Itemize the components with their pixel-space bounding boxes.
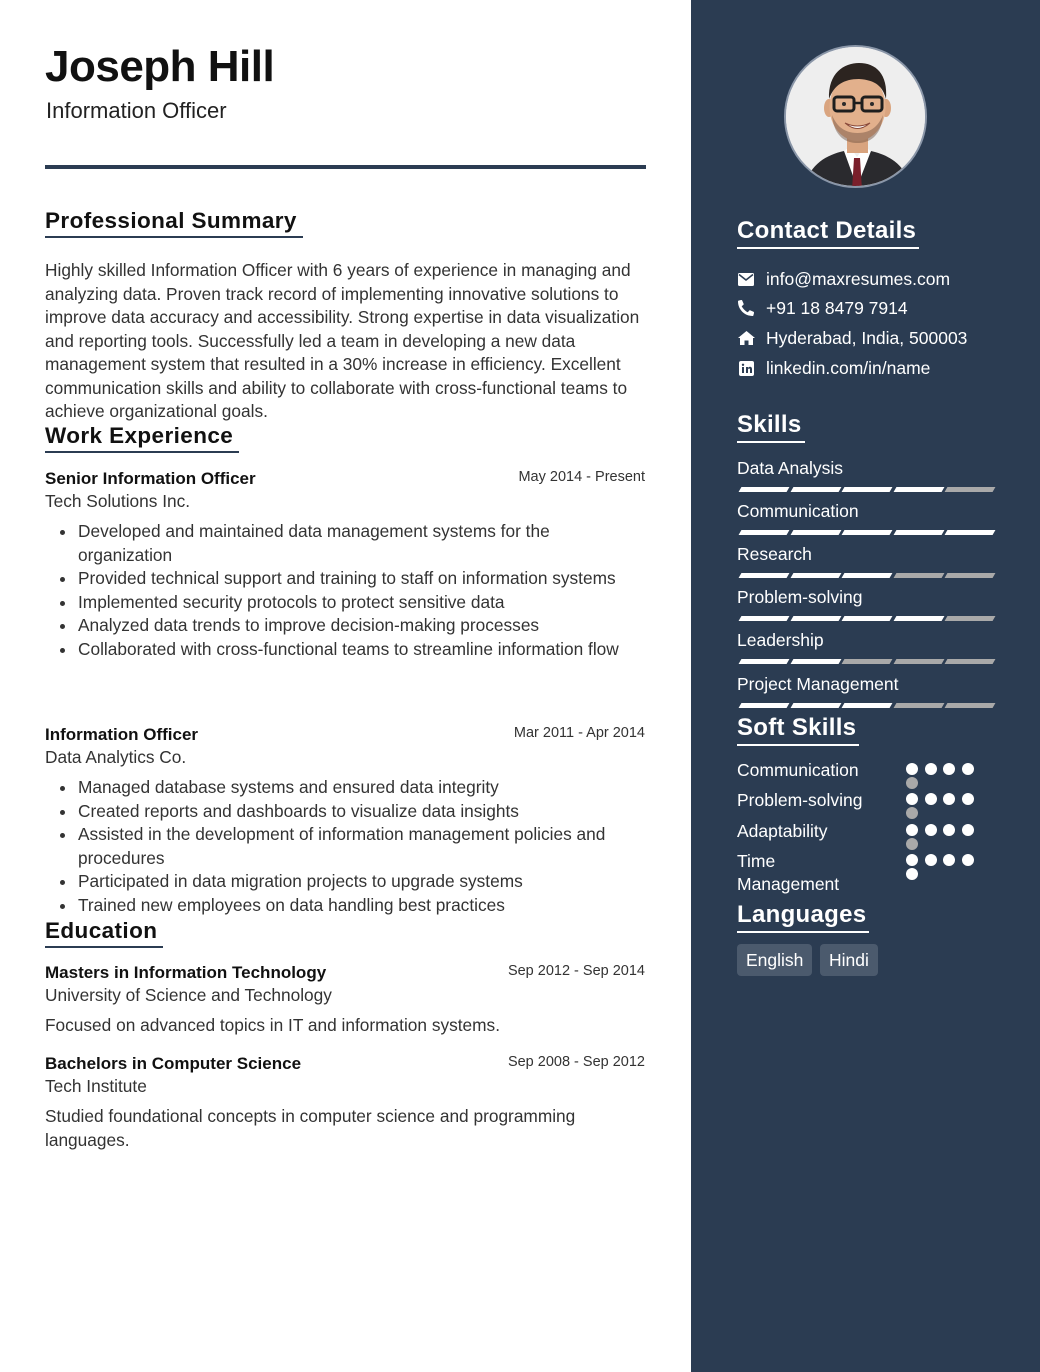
soft-skill-dot-filled: [962, 824, 974, 836]
skill-bar-filled: [945, 530, 996, 535]
skill-bar-filled: [790, 573, 841, 578]
job-dates: May 2014 - Present: [518, 469, 645, 485]
job-bullet: Analyzed data trends to improve decision-making processes: [45, 614, 645, 638]
skill-bar-filled: [842, 616, 893, 621]
school: University of Science and Technology: [45, 985, 332, 1005]
home-icon: [737, 329, 755, 347]
skill-bar-filled: [739, 487, 790, 492]
job-bullet: Assisted in the development of information management policies and procedures: [45, 823, 645, 870]
skill-bar-empty: [945, 573, 996, 578]
soft-skill-name: Problem-solving: [737, 790, 863, 810]
soft-skill-dot-filled: [925, 763, 937, 775]
skill-bar-empty: [945, 487, 996, 492]
skill-level-bar: [737, 530, 997, 536]
soft-skill-name: Communication: [737, 760, 859, 780]
job-bullet: Created reports and dashboards to visualize data insights: [45, 800, 645, 824]
contact-linkedin[interactable]: [737, 356, 930, 380]
skill-name: Data Analysis: [737, 458, 844, 478]
soft-skill-name: Adaptability: [737, 821, 828, 841]
education-entry: [45, 1054, 645, 1152]
education-dates: Sep 2012 - Sep 2014: [507, 963, 645, 979]
soft-skill-dot-filled: [962, 763, 974, 775]
phone-icon: [737, 299, 755, 317]
job-company: Tech Solutions Inc.: [45, 491, 191, 511]
language-chip: Hindi: [820, 944, 878, 976]
soft-skill-dot-filled: [925, 793, 937, 805]
skill-name: Project Management: [737, 674, 899, 694]
soft-skill-dot-filled: [906, 824, 918, 836]
skill-bar-filled: [893, 530, 944, 535]
skill-bar-empty: [945, 659, 996, 664]
skill-bar-filled: [790, 616, 841, 621]
education-dates: Sep 2008 - Sep 2012: [507, 1054, 645, 1070]
education-heading: Education: [45, 918, 163, 948]
skill-level-bar: [737, 703, 997, 709]
soft-skills-heading: Soft Skills: [737, 714, 859, 746]
job-bullet: Provided technical support and training to staff on information systems: [45, 567, 645, 591]
degree: Bachelors in Computer Science: [45, 1054, 302, 1073]
education-description: Focused on advanced topics in IT and information systems.: [45, 1015, 500, 1035]
skill-level-bar: [737, 616, 997, 622]
skill-bar-filled: [739, 703, 790, 708]
contact-address: [737, 326, 967, 350]
contact-email[interactable]: [737, 267, 950, 291]
soft-skill-dot-filled: [906, 763, 918, 775]
skill-item: [737, 674, 997, 695]
skill-bar-filled: [790, 703, 841, 708]
job-company: Data Analytics Co.: [45, 747, 187, 767]
skill-bar-filled: [842, 573, 893, 578]
skill-bar-filled: [842, 530, 893, 535]
linkedin-icon: [737, 359, 755, 377]
profile-photo-illustration: [786, 47, 927, 188]
language-chip: English: [737, 944, 812, 976]
job-bullet: Implemented security protocols to protect sensitive data: [45, 591, 645, 615]
soft-skill-dot-empty: [906, 838, 918, 850]
skills-heading: Skills: [737, 411, 805, 443]
soft-skill-dot-empty: [906, 807, 918, 819]
soft-skill-dot-filled: [906, 854, 918, 866]
contact-phone-text: +91 18 8479 7914: [766, 297, 908, 318]
sidebar: [691, 0, 1040, 1372]
soft-skill-name: Time Management: [737, 851, 840, 894]
soft-skill-dot-filled: [906, 868, 918, 880]
skill-item: [737, 501, 997, 522]
job-bullets: [45, 776, 645, 917]
job-role: Information Officer: [45, 725, 199, 744]
summary-text: Highly skilled Information Officer with 6 years of experience in managing and analyzing data. Proven track record of implementing innovative solutions to improve data accuracy and accessibility. Strong expertise in data visualization and reporting tools. Successfully led a team in developing a new data management system that resulted in a 30% increase in efficiency. Excellent communication skills and ability to collaborate with cross-functional teams to achieve organizational goals.: [45, 260, 640, 421]
contact-linkedin-text: linkedin.com/in/name: [766, 357, 931, 378]
skill-level-bar: [737, 487, 997, 493]
languages-heading: Languages: [737, 901, 869, 933]
soft-skill-dot-filled: [962, 793, 974, 805]
skill-level-bar: [737, 573, 997, 579]
skill-bar-filled: [842, 703, 893, 708]
skill-bar-filled: [739, 616, 790, 621]
contact-email-text: info@maxresumes.com: [766, 268, 951, 289]
skill-bar-filled: [790, 487, 841, 492]
experience-heading: Work Experience: [45, 423, 239, 453]
job-bullet: Developed and maintained data management systems for the organization: [45, 520, 645, 567]
job-bullet: Managed database systems and ensured data integrity: [45, 776, 645, 800]
soft-skill-dot-empty: [906, 777, 918, 789]
skill-bar-filled: [790, 659, 841, 664]
summary-heading: Professional Summary: [45, 208, 303, 238]
soft-skill-dot-filled: [925, 854, 937, 866]
skill-bar-filled: [790, 530, 841, 535]
soft-skill-dot-filled: [943, 824, 955, 836]
skill-bar-empty: [893, 573, 944, 578]
contact-address-text: Hyderabad, India, 500003: [766, 327, 968, 348]
skill-bar-filled: [842, 487, 893, 492]
header-divider: [45, 165, 646, 169]
job-bullets: [45, 520, 645, 661]
school: Tech Institute: [45, 1076, 147, 1096]
skill-name: Leadership: [737, 630, 824, 650]
job-role: Senior Information Officer: [45, 469, 256, 488]
job-entry: [45, 469, 645, 661]
soft-skill-dot-filled: [962, 854, 974, 866]
skill-bar-empty: [893, 659, 944, 664]
soft-skill-dot-filled: [925, 824, 937, 836]
contact-heading: Contact Details: [737, 217, 919, 249]
job-bullet: Participated in data migration projects to upgrade systems: [45, 870, 645, 894]
envelope-icon: [737, 270, 755, 288]
job-dates: Mar 2011 - Apr 2014: [513, 725, 645, 741]
education-entry: [45, 963, 645, 1038]
profile-photo: [784, 45, 927, 188]
skill-bar-empty: [945, 616, 996, 621]
job-entry: [45, 725, 645, 917]
skill-item: [737, 544, 997, 565]
skill-bar-filled: [893, 487, 944, 492]
skill-bar-filled: [739, 530, 790, 535]
job-bullet: Collaborated with cross-functional teams to streamline information flow: [45, 638, 645, 662]
skill-bar-filled: [893, 616, 944, 621]
skill-bar-empty: [842, 659, 893, 664]
education-description: Studied foundational concepts in computer science and programming languages.: [45, 1106, 576, 1150]
skill-item: [737, 587, 997, 608]
skill-name: Problem-solving: [737, 587, 863, 607]
contact-phone[interactable]: [737, 296, 908, 320]
skill-name: Research: [737, 544, 812, 564]
candidate-title: Information Officer: [46, 98, 227, 123]
soft-skill-dot-filled: [943, 793, 955, 805]
skill-level-bar: [737, 659, 997, 665]
skill-bar-empty: [893, 703, 944, 708]
skill-bar-empty: [945, 703, 996, 708]
degree: Masters in Information Technology: [45, 963, 327, 982]
soft-skill-dot-filled: [943, 854, 955, 866]
job-bullet: Trained new employees on data handling best practices: [45, 894, 645, 918]
skill-name: Communication: [737, 501, 859, 521]
candidate-name: Joseph Hill: [45, 42, 275, 91]
soft-skill-dot-filled: [943, 763, 955, 775]
skill-item: [737, 458, 997, 479]
skill-bar-filled: [739, 573, 790, 578]
skill-item: [737, 630, 997, 651]
skill-bar-filled: [739, 659, 790, 664]
soft-skill-dot-filled: [906, 793, 918, 805]
